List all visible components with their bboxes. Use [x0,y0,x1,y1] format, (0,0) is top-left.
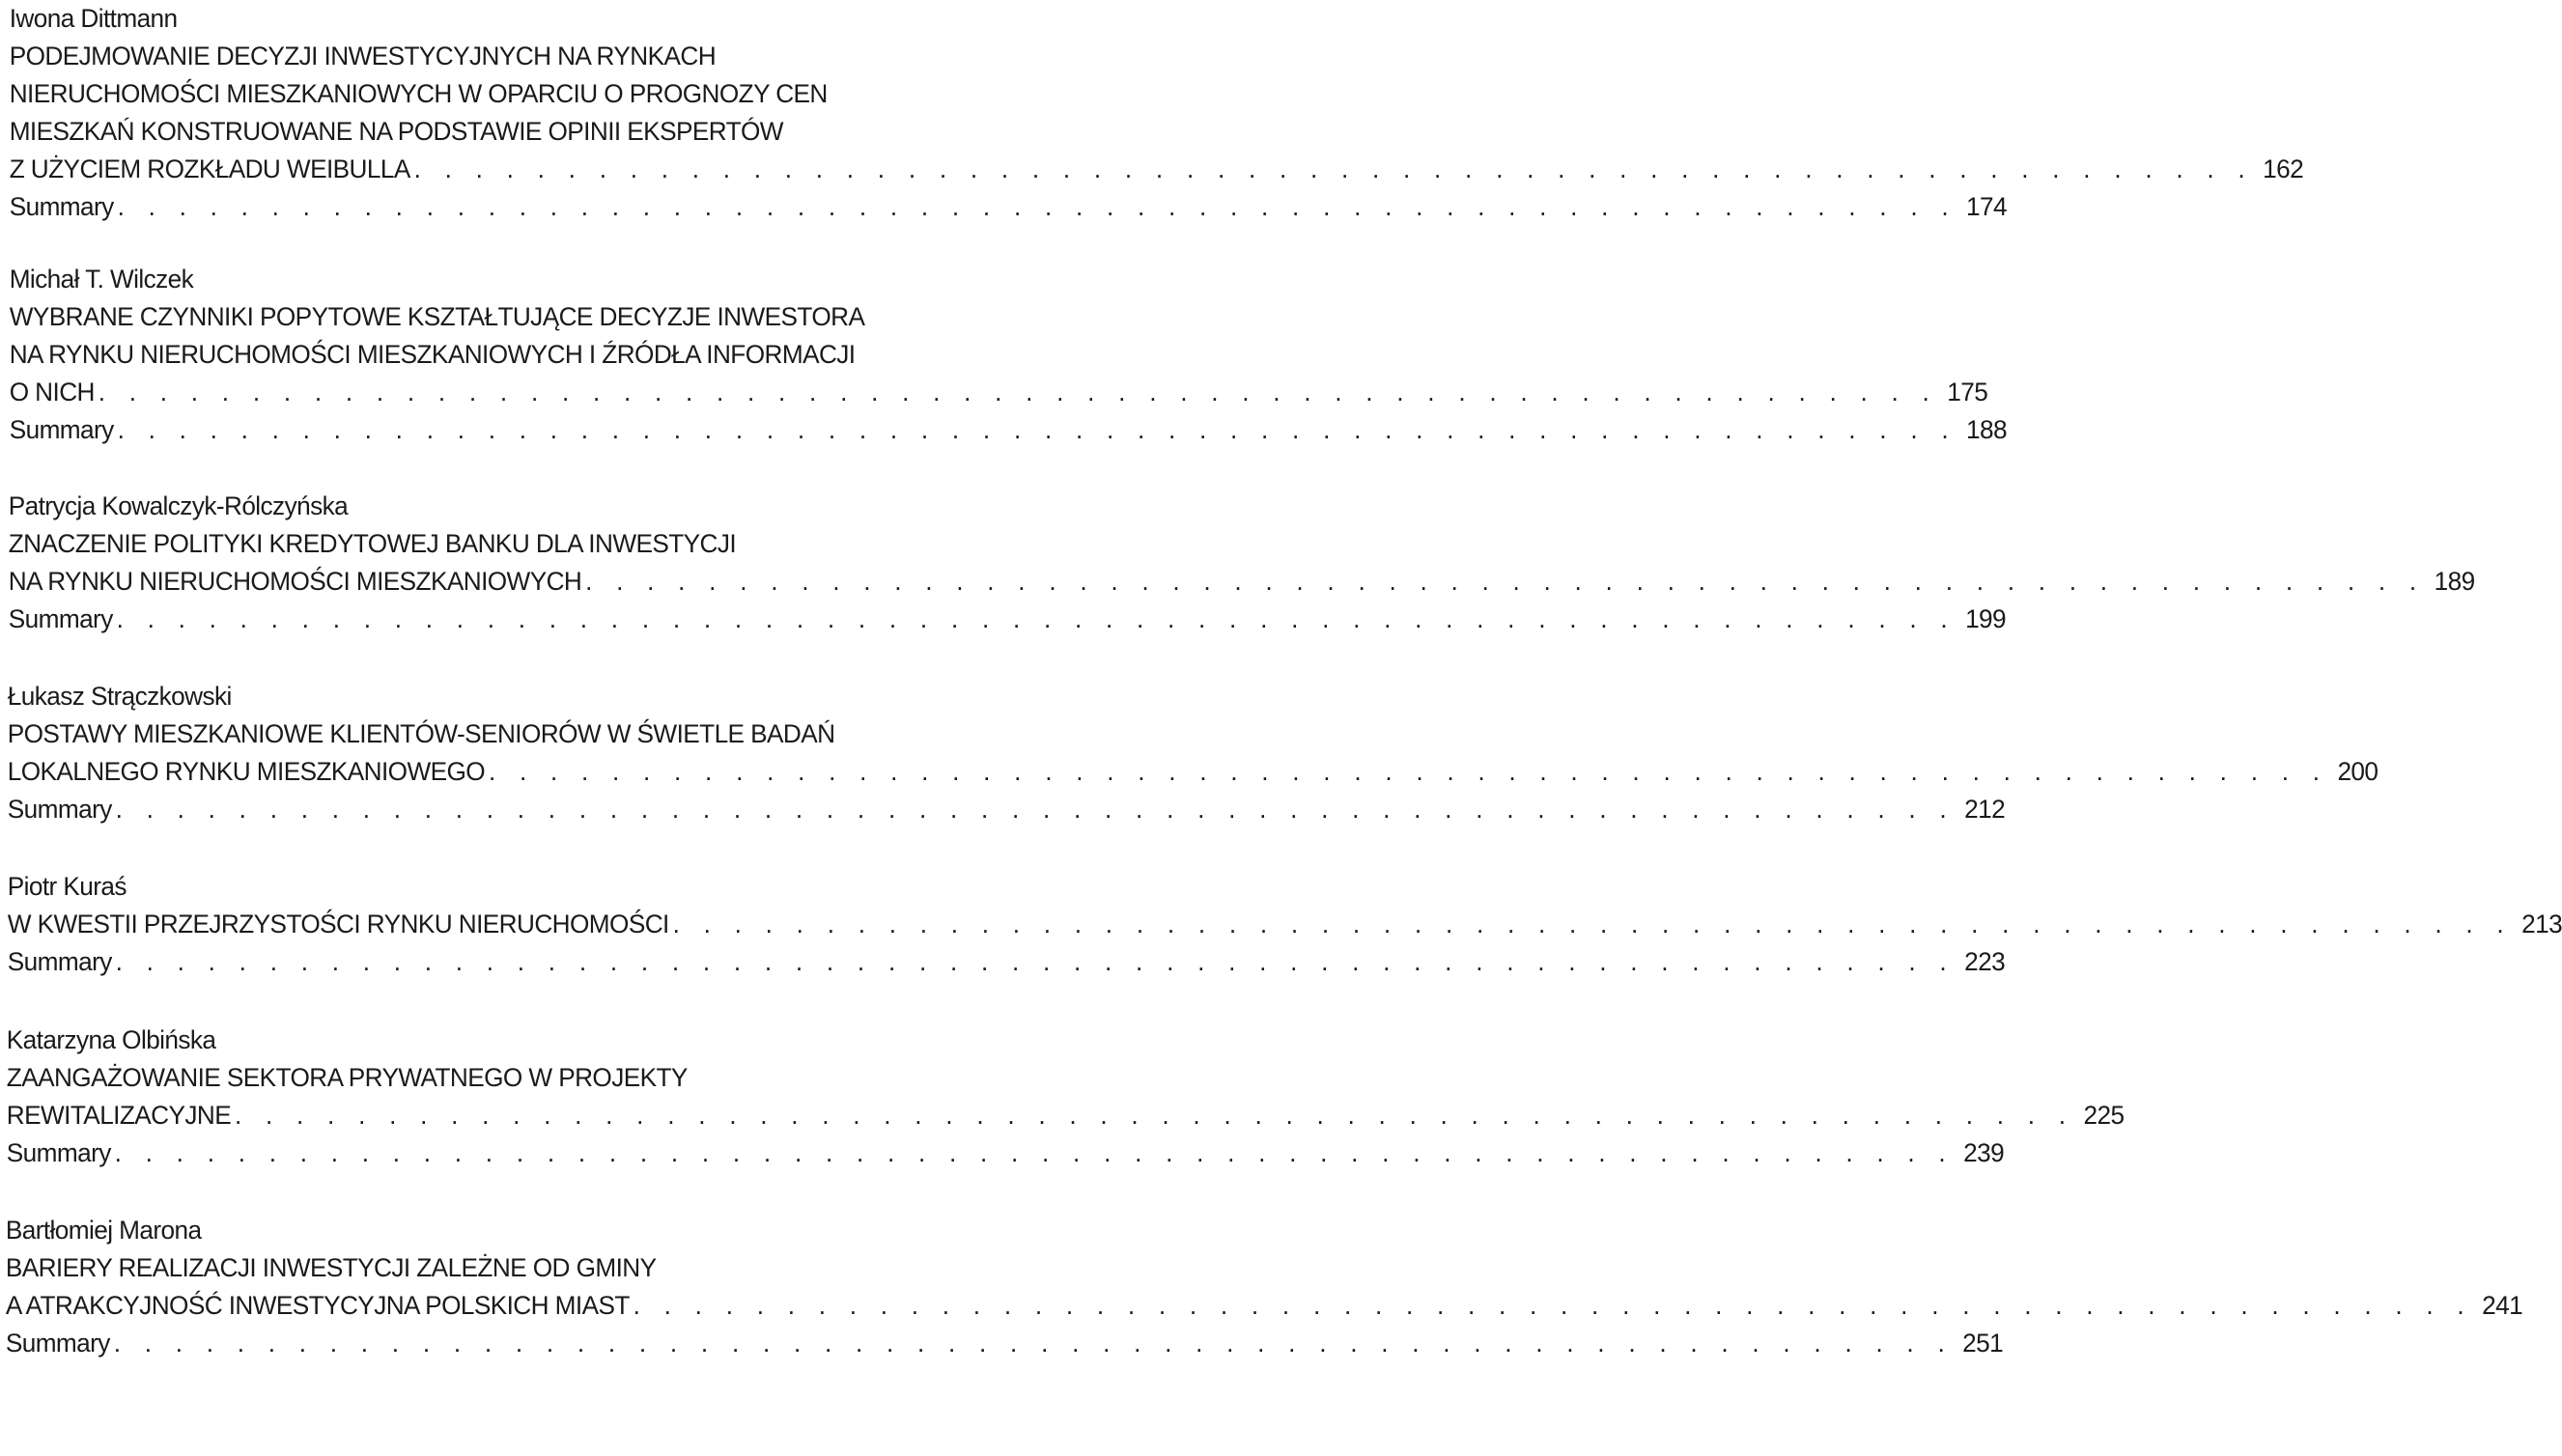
page-number: 175 [1947,378,1988,406]
entry-author: Bartłomiej Marona [5,1216,202,1245]
entry-title-final-line[interactable]: LOKALNEGO RYNKU MIESZKANIOWEGO . . . . . . . . . . . . . . . . . . . . . . . . . . . . . . . . . . . . . . . . . . . . . . . . . . . . . . . . . . . . 200 [8,753,907,791]
dot-leader: . . . . . . . . . . . . . . . . . . . . . . . . . . . . . . . . . . . . . . . . . . . . . . . . . . . . . . . . . . . . [117,192,1957,221]
dot-leader: . . . . . . . . . . . . . . . . . . . . . . . . . . . . . . . . . . . . . . . . . . . . . . . . . . . . . . . . . . . . [585,567,2425,596]
entry-title-line: POSTAWY MIESZKANIOWE KLIENTÓW-SENIORÓW W ŚWIETLE BADAŃ [7,719,835,748]
entry-title-final-line[interactable]: REWITALIZACYJNE . . . . . . . . . . . . . . . . . . . . . . . . . . . . . . . . . . . . . . . . . . . . . . . . . . . . . . . . . . . . 225 [7,1097,906,1134]
dot-leader: . . . . . . . . . . . . . . . . . . . . . . . . . . . . . . . . . . . . . . . . . . . . . . . . . . . . . . . . . . . . [113,1329,1954,1358]
page-number: 188 [1966,415,2007,444]
page-number: 225 [2083,1101,2125,1130]
entry-title-line: ZAANGAŻOWANIE SEKTORA PRYWATNEGO W PROJEKTY [6,1063,688,1092]
entry-author: Michał T. Wilczek [9,265,194,294]
toc-entry [7,868,2562,981]
page-number: 174 [1966,192,2007,221]
page-number: 162 [2263,154,2304,183]
entry-title-line: NIERUCHOMOŚCI MIESZKANIOWYCH W OPARCIU O PROGNOZY CEN [9,79,828,108]
dot-leader: . . . . . . . . . . . . . . . . . . . . . . . . . . . . . . . . . . . . . . . . . . . . . . . . . . . . . . . . . . . . [413,154,2254,183]
entry-title-line: NA RYNKU NIERUCHOMOŚCI MIESZKANIOWYCH I ŹRÓDŁA INFORMACJI [9,340,856,369]
dot-leader: . . . . . . . . . . . . . . . . . . . . . . . . . . . . . . . . . . . . . . . . . . . . . . . . . . . . . . . . . . . . [117,415,1957,444]
entry-title-final-line[interactable]: A ATRAKCYJNOŚĆ INWESTYCYJNA POLSKICH MIAST . . . . . . . . . . . . . . . . . . . . . . . . . . . . . . . . . . . . . . . . . . . . . . . . . . . . . . . . . . . . 241 [6,1287,905,1325]
entry-author: Iwona Dittmann [9,4,178,33]
page-number: 239 [1963,1138,2005,1167]
page-number: 199 [1965,604,2007,633]
dot-leader: . . . . . . . . . . . . . . . . . . . . . . . . . . . . . . . . . . . . . . . . . . . . . . . . . . . . . . . . . . . . [488,757,2328,786]
entry-author: Patrycja Kowalczyk-Rólczyńska [8,491,349,520]
summary-line[interactable]: Summary . . . . . . . . . . . . . . . . . . . . . . . . . . . . . . . . . . . . . . . . . . . . . . . . . . . . . . . . . . . . 223 [8,943,907,981]
page-number: 212 [1964,795,2006,824]
summary-line[interactable]: Summary . . . . . . . . . . . . . . . . . . . . . . . . . . . . . . . . . . . . . . . . . . . . . . . . . . . . . . . . . . . . 188 [10,411,909,449]
entry-author: Katarzyna Olbińska [6,1025,216,1054]
entry-title-final-line[interactable]: Z UŻYCIEM ROZKŁADU WEIBULLA . . . . . . . . . . . . . . . . . . . . . . . . . . . . . . . . . . . . . . . . . . . . . . . . . . . . . . . . . . . . 162 [10,151,909,188]
page-number: 241 [2482,1291,2523,1320]
entry-title-line: MIESZKAŃ KONSTRUOWANE NA PODSTAWIE OPINII EKSPERTÓW [9,117,783,146]
toc-entry [9,261,2007,449]
summary-line[interactable]: Summary . . . . . . . . . . . . . . . . . . . . . . . . . . . . . . . . . . . . . . . . . . . . . . . . . . . . . . . . . . . . 239 [7,1134,906,1172]
toc-entry [6,1022,2125,1172]
entry-title-line: BARIERY REALIZACJI INWESTYCJI ZALEŻNE OD GMINY [5,1253,657,1282]
dot-leader: . . . . . . . . . . . . . . . . . . . . . . . . . . . . . . . . . . . . . . . . . . . . . . . . . . . . . . . . . . . . [98,378,1938,406]
page-number: 200 [2337,757,2379,786]
toc-entry [7,678,2379,828]
page-number: 251 [1962,1329,2004,1358]
page-number: 223 [1964,947,2006,976]
entry-title-final-line[interactable]: O NICH . . . . . . . . . . . . . . . . . . . . . . . . . . . . . . . . . . . . . . . . . . . . . . . . . . . . . . . . . . . . 175 [10,374,909,411]
entry-title-line: WYBRANE CZYNNIKI POPYTOWE KSZTAŁTUJĄCE DECYZJE INWESTORA [9,302,865,331]
dot-leader: . . . . . . . . . . . . . . . . . . . . . . . . . . . . . . . . . . . . . . . . . . . . . . . . . . . . . . . . . . . . [115,947,1956,976]
entry-title-line: PODEJMOWANIE DECYZJI INWESTYCYJNYCH NA RYNKACH [9,42,717,70]
entry-author: Piotr Kuraś [7,872,127,901]
entry-title-final-line[interactable]: W KWESTII PRZEJRZYSTOŚCI RYNKU NIERUCHOMOŚCI . . . . . . . . . . . . . . . . . . . . . . . . . . . . . . . . . . . . . . . . . . . . . . . . . . . . . . . . . . . . 213 [8,906,907,943]
summary-line[interactable]: Summary . . . . . . . . . . . . . . . . . . . . . . . . . . . . . . . . . . . . . . . . . . . . . . . . . . . . . . . . . . . . 174 [10,188,909,226]
dot-leader: . . . . . . . . . . . . . . . . . . . . . . . . . . . . . . . . . . . . . . . . . . . . . . . . . . . . . . . . . . . . [114,1138,1955,1167]
entry-title-line: ZNACZENIE POLITYKI KREDYTOWEJ BANKU DLA INWESTYCJI [8,529,737,558]
entry-author: Łukasz Strączkowski [7,682,232,711]
toc-entry [8,488,2475,638]
page-number: 189 [2434,567,2475,596]
toc-entry [5,1212,2523,1362]
dot-leader: . . . . . . . . . . . . . . . . . . . . . . . . . . . . . . . . . . . . . . . . . . . . . . . . . . . . . . . . . . . . [116,604,1957,633]
toc-entry [9,0,2304,226]
summary-line[interactable]: Summary . . . . . . . . . . . . . . . . . . . . . . . . . . . . . . . . . . . . . . . . . . . . . . . . . . . . . . . . . . . . 251 [6,1325,905,1362]
summary-line[interactable]: Summary . . . . . . . . . . . . . . . . . . . . . . . . . . . . . . . . . . . . . . . . . . . . . . . . . . . . . . . . . . . . 212 [8,791,907,828]
dot-leader: . . . . . . . . . . . . . . . . . . . . . . . . . . . . . . . . . . . . . . . . . . . . . . . . . . . . . . . . . . . . [115,795,1956,824]
page-number: 213 [2521,910,2562,938]
dot-leader: . . . . . . . . . . . . . . . . . . . . . . . . . . . . . . . . . . . . . . . . . . . . . . . . . . . . . . . . . . . . [633,1291,2473,1320]
entry-title-final-line[interactable]: NA RYNKU NIERUCHOMOŚCI MIESZKANIOWYCH . . . . . . . . . . . . . . . . . . . . . . . . . . . . . . . . . . . . . . . . . . . . . . . . . . . . . . . . . . . . 189 [9,563,908,601]
dot-leader: . . . . . . . . . . . . . . . . . . . . . . . . . . . . . . . . . . . . . . . . . . . . . . . . . . . . . . . . . . . . [672,910,2513,938]
dot-leader: . . . . . . . . . . . . . . . . . . . . . . . . . . . . . . . . . . . . . . . . . . . . . . . . . . . . . . . . . . . . [235,1101,2074,1130]
summary-line[interactable]: Summary . . . . . . . . . . . . . . . . . . . . . . . . . . . . . . . . . . . . . . . . . . . . . . . . . . . . . . . . . . . . 199 [9,601,908,638]
